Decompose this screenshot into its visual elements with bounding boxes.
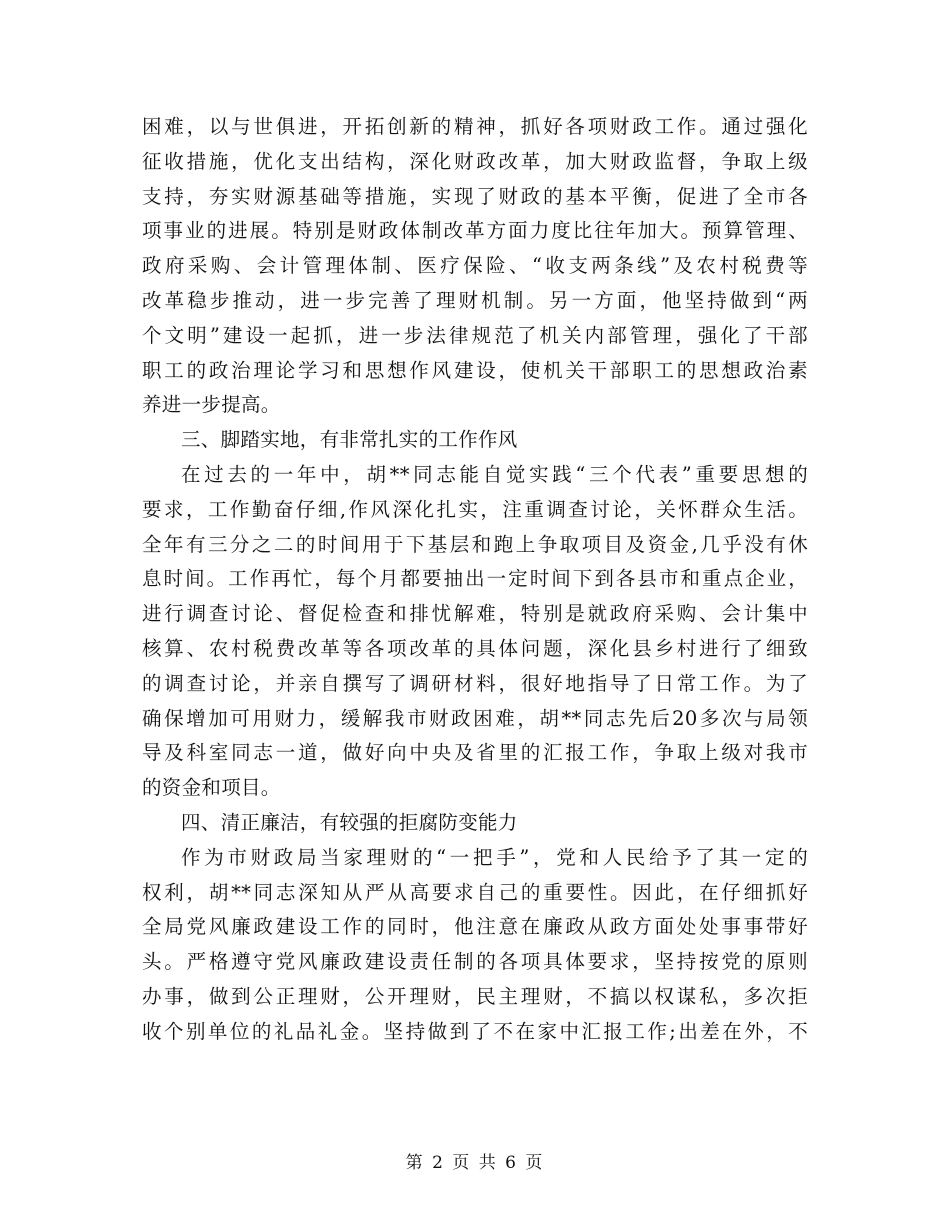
text-line: 个文明”建设一起抓，进一步法律规范了机关内部管理，强化了干部: [142, 323, 808, 347]
text-line: 办事，做到公正理财，公开理财，民主理财，不搞以权谋私，多次拒: [142, 984, 808, 1008]
text-line: 职工的政治理论学习和思想作风建设，使机关干部职工的思想政治素: [142, 358, 808, 382]
text-line: 政府采购、会计管理体制、医疗保险、“收支两条线”及农村税费等: [142, 254, 808, 278]
text-line: 困难，以与世俱进，开拓创新的精神，抓好各项财政工作。通过强化: [142, 115, 808, 138]
text-line: 要求，工作勤奋仔细,作风深化扎实，注重调查讨论，关怀群众生活。: [142, 497, 808, 521]
text-line: 三、脚踏实地，有非常扎实的工作作风: [181, 428, 518, 452]
document-body: [142, 110, 808, 1050]
page-footer: 第 2 页 共 6 页: [405, 1153, 545, 1173]
text-line: 支持，夯实财源基础等措施，实现了财政的基本平衡，促进了全市各: [142, 184, 808, 208]
text-line: 收个别单位的礼品礼金。坚持做到了不在家中汇报工作;出差在外，不: [142, 1019, 808, 1043]
text-line: 息时间。工作再忙，每个月都要抽出一定时间下到各县市和重点企业，: [142, 567, 808, 591]
text-line: 改革稳步推动，进一步完善了理财机制。另一方面，他坚持做到“两: [142, 288, 808, 312]
text-line: 的资金和项目。: [142, 776, 281, 800]
text-line: 导及科室同志一道，做好向中央及省里的汇报工作，争取上级对我市: [142, 741, 808, 765]
text-line: 确保增加可用财力，缓解我市财政困难，胡**同志先后20多次与局领: [142, 706, 808, 730]
text-line: 四、清正廉洁，有较强的拒腐防变能力: [181, 810, 518, 834]
text-line: 权利，胡**同志深知从严从高要求自己的重要性。因此，在仔细抓好: [142, 880, 808, 904]
text-line: 的调查讨论，并亲自撰写了调研材料，很好地指导了日常工作。为了: [142, 671, 808, 695]
text-line: 养进一步提高。: [142, 393, 281, 417]
text-line: 头。严格遵守党风廉政建设责任制的各项具体要求，坚持按党的原则: [142, 950, 808, 974]
text-line: 全局党风廉政建设工作的同时，他注意在廉政从政方面处处事事带好: [142, 915, 808, 939]
text-line: 征收措施，优化支出结构，深化财政改革，加大财政监督，争取上级: [142, 149, 808, 173]
text-line: 核算、农村税费改革等各项改革的具体问题，深化县乡村进行了细致: [142, 636, 808, 660]
text-line: 进行调查讨论、督促检查和排忧解难，特别是就政府采购、会计集中: [142, 602, 808, 626]
text-line: 项事业的进展。特别是财政体制改革方面力度比往年加大。预算管理、: [142, 219, 808, 243]
text-line: 作为市财政局当家理财的“一把手”，党和人民给予了其一定的: [181, 845, 808, 869]
text-line: 在过去的一年中，胡**同志能自觉实践“三个代表”重要思想的: [181, 462, 808, 486]
text-line: 全年有三分之二的时间用于下基层和跑上争取项目及资金,几乎没有休: [142, 532, 808, 556]
